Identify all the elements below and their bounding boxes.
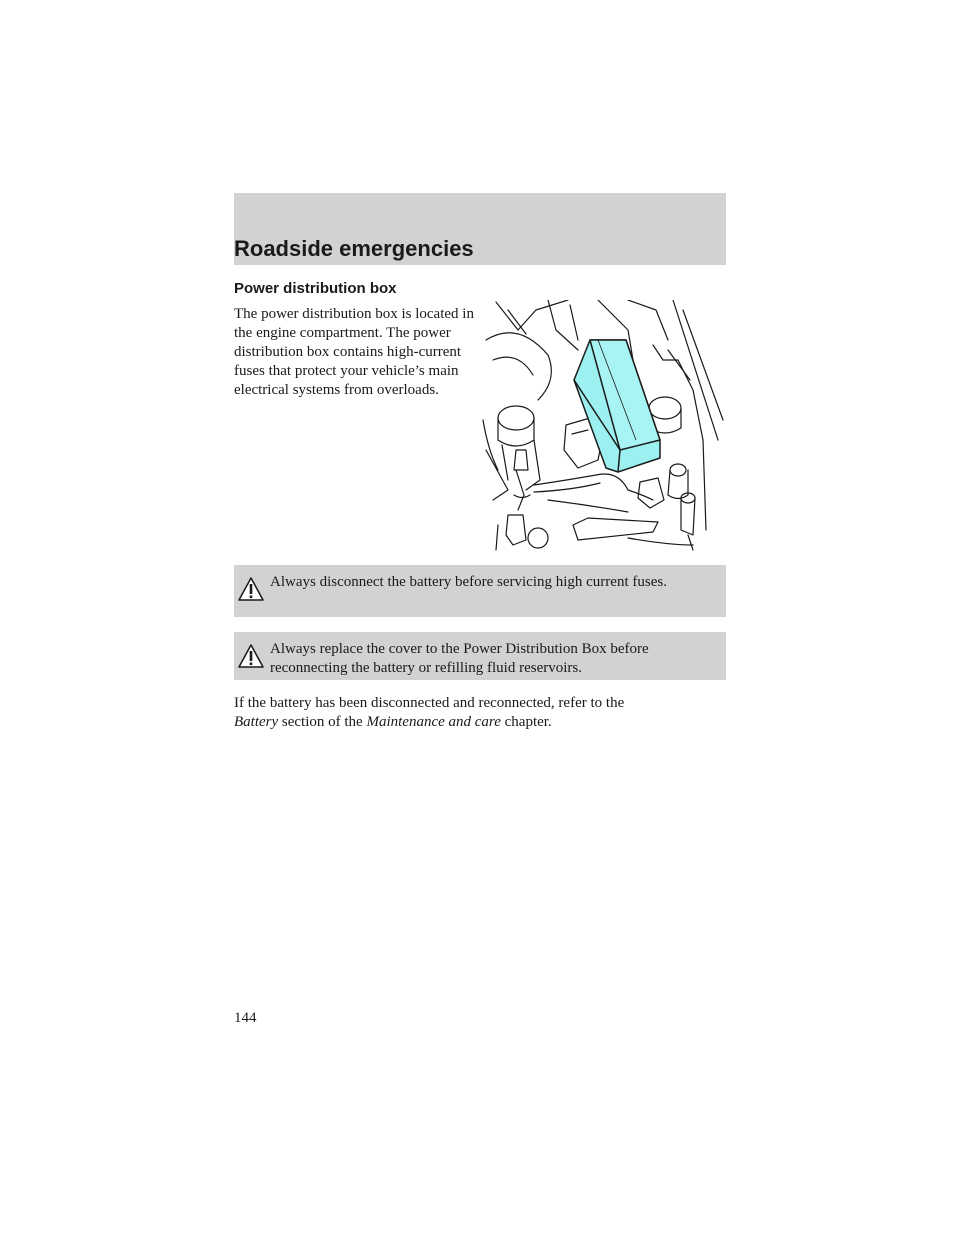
- closing-text: section of the: [278, 714, 367, 730]
- closing-text: chapter.: [500, 714, 552, 730]
- battery-section-reference: Battery: [234, 714, 279, 730]
- closing-paragraph: [234, 694, 734, 732]
- section-title: Power distribution box: [234, 280, 397, 297]
- chapter-reference: Maintenance and care: [366, 714, 501, 730]
- warning-callout: [234, 565, 726, 617]
- warning-triangle-icon: [238, 644, 264, 668]
- warning-callout: [234, 632, 726, 680]
- page-header-title: Roadside emergencies: [234, 236, 474, 261]
- closing-text: If the battery has been disconnected and reconnected, refer to the: [234, 695, 625, 711]
- warning-text: Always replace the cover to the Power Distribution Box before reconnecting the battery or refilling fluid reservoirs.: [270, 641, 649, 676]
- intro-paragraph: The power distribution box is located in the engine compartment. The power distribution box contains high-current fuses that protect your vehicle’s main electrical systems from overloads.: [234, 306, 474, 398]
- warning-text: Always disconnect the battery before servicing high current fuses.: [270, 574, 667, 590]
- page-number: 144: [234, 1010, 257, 1026]
- engine-compartment-illustration: [478, 300, 728, 555]
- warning-triangle-icon: [238, 577, 264, 601]
